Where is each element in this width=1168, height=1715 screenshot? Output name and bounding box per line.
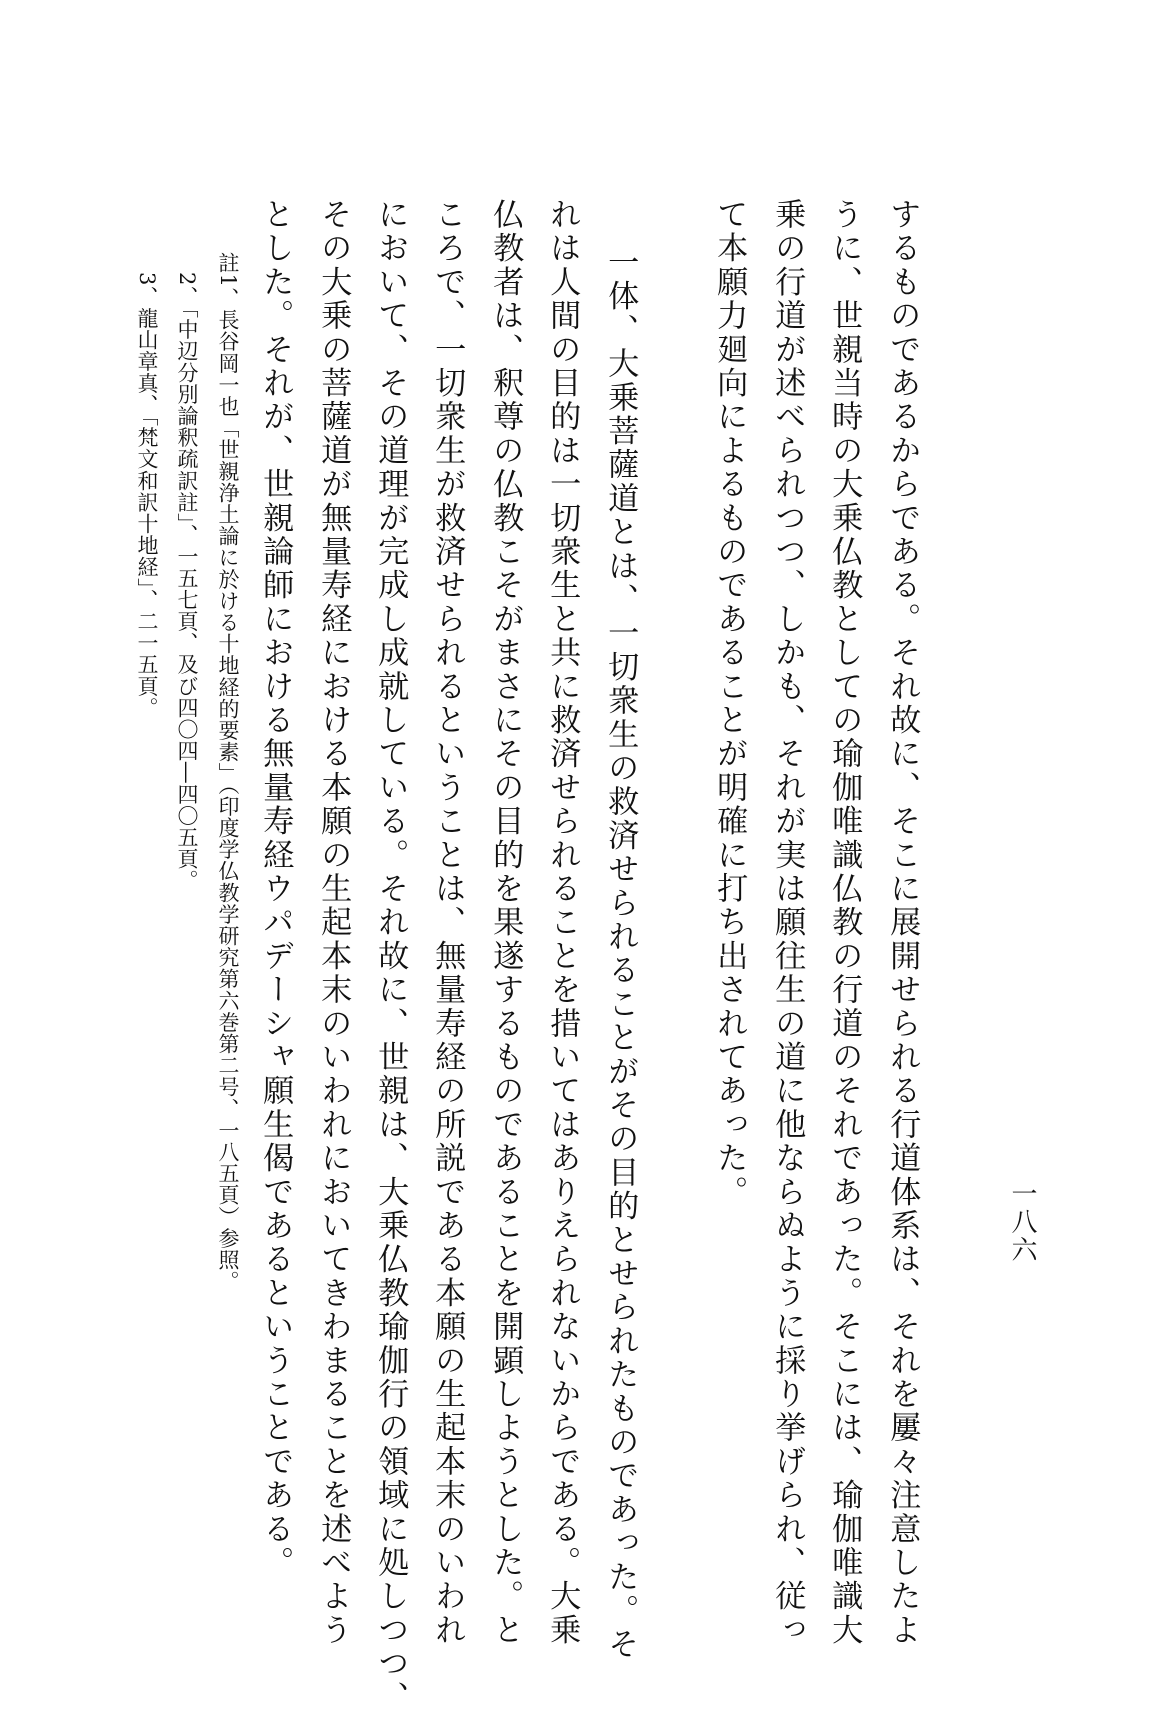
paragraph-1-line-2: うに、世親当時の大乗仏教としての瑜伽唯識仏教の行道のそれであった。そこには、瑜伽唯識大 <box>826 198 863 1648</box>
paragraph-1-line-4: て本願力廻向によるものであることが明確に打ち出されてあった。 <box>711 198 748 1209</box>
paragraph-2-line-5: において、その道理が完成し成就している。それ故に、世親は、大乗仏教瑜伽行の領域に処しつつ、 <box>372 198 409 1715</box>
footnote-1: 註1、長谷岡一也「世親浄土論に於ける十地経的要素」（印度学仏教学研究第六巻第二号、一八五頁）参照。 <box>216 252 240 1293</box>
page-number: 一八六 <box>1007 1180 1037 1264</box>
paragraph-2-line-7: とした。それが、世親論師における無量寿経ウパデーシャ願生偈であるということである。 <box>257 198 294 1580</box>
paragraph-2-line-4: ころで、一切衆生が救済せられるということは、無量寿経の所説である本願の生起本末のいわれ <box>429 198 466 1648</box>
paragraph-2-line-3: 仏教者は、釈尊の仏教こそがまさにその目的を果遂するものであることを開顕しようとした。と <box>487 198 524 1648</box>
paragraph-1-line-3: 乗の行道が述べられつつ、しかも、それが実は願往生の道に他ならぬように採り挙げられ、従っ <box>769 198 806 1648</box>
footnote-3: 3、龍山章真、「梵文和訳十地経」、二一五頁。 <box>135 272 159 719</box>
footnote-2: 2、「中辺分別論釈疏訳註」、一五七頁、及び四〇四―四〇五頁。 <box>175 272 199 892</box>
paragraph-1-line-1: するものであるからである。それ故に、そこに展開せられる行道体系は、それを屢々注意したよ <box>884 198 921 1648</box>
paragraph-2-line-6: その大乗の菩薩道が無量寿経における本願の生起本末のいわれにおいてきわまることを述べよう <box>315 198 352 1648</box>
paragraph-2-line-1: 一体、大乗菩薩道とは、一切衆生の救済せられることがその目的とせられたものであった。そ <box>602 246 639 1662</box>
paragraph-2-line-2: れは人間の目的は一切衆生と共に救済せられることを措いてはありえられないからである。大乗 <box>544 198 581 1648</box>
